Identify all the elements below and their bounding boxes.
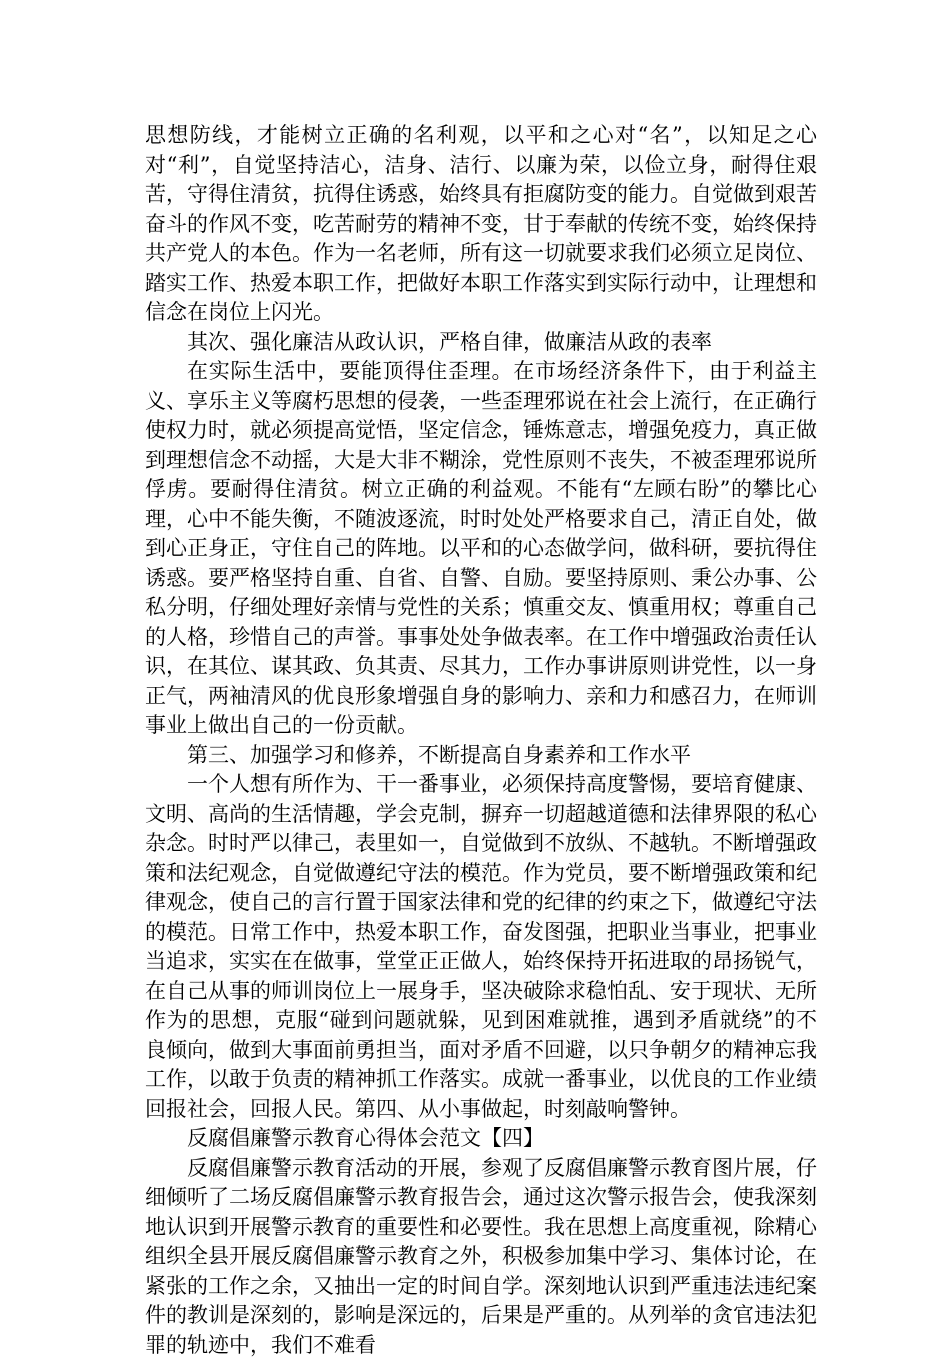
paragraph-continuation: 思想防线，才能树立正确的名利观，以平和之心对“名”，以知足之心对“利”，自觉坚持洁心，洁身、洁行、以廉为荣，以俭立身，耐得住艰苦，守得住清贫，抗得住诱惑，始终具有拒腐防变的能力。自觉做到艰苦奋斗的作风不变，吃苦耐劳的精神不变，甘于奉献的传统不变，始终保持共产党人的本色。作为一名老师，所有这一切就要求我们必须立足岗位、踏实工作、热爱本职工作，把做好本职工作落实到实际行动中，让理想和信念在岗位上闪光。 xyxy=(145,121,817,328)
document-body xyxy=(145,121,817,1360)
section-heading-third: 第三、加强学习和修养，不断提高自身素养和工作水平 xyxy=(145,741,817,771)
paragraph-four: 反腐倡廉警示教育活动的开展，参观了反腐倡廉警示教育图片展，仔细倾听了二场反腐倡廉警示教育报告会，通过这次警示报告会，使我深刻地认识到开展警示教育的重要性和必要性。我在思想上高度重视，除精心组织全县开展反腐倡廉警示教育之外，积极参加集中学习、集体讨论，在紧张的工作之余，又抽出一定的时间自学。深刻地认识到严重违法违纪案件的教训是深刻的，影响是深远的，后果是严重的。从列举的贪官违法犯罪的轨迹中，我们不难看 xyxy=(145,1154,817,1360)
section-heading-second: 其次、强化廉洁从政认识，严格自律，做廉洁从政的表率 xyxy=(145,328,817,358)
paragraph-third: 一个人想有所作为、干一番事业，必须保持高度警惕，要培育健康、文明、高尚的生活情趣，学会克制，摒弃一切超越道德和法律界限的私心杂念。时时严以律己，表里如一，自觉做到不放纵、不越轨。不断增强政策和法纪观念，自觉做遵纪守法的模范。作为党员，要不断增强政策和纪律观念，使自己的言行置于国家法律和党的纪律的约束之下，做遵纪守法的模范。日常工作中，热爱本职工作，奋发图强，把职业当事业，把事业当追求，实实在在做事，堂堂正正做人，始终保持开拓进取的昂扬锐气，在自己从事的师训岗位上一展身手，坚决破除求稳怕乱、安于现状、无所作为的思想，克服“碰到问题就躲，见到困难就推，遇到矛盾就绕”的不良倾向，做到大事面前勇担当，面对矛盾不回避，以只争朝夕的精神忘我工作，以敢于负责的精神抓工作落实。成就一番事业，以优良的工作业绩回报社会，回报人民。第四、从小事做起，时刻敲响警钟。 xyxy=(145,770,817,1124)
paragraph-second: 在实际生活中，要能顶得住歪理。在市场经济条件下，由于利益主义、享乐主义等腐朽思想的侵袭，一些歪理邪说在社会上流行，在正确行使权力时，就必须提高觉悟，坚定信念，锤炼意志，增强免疫力，真正做到理想信念不动摇，大是大非不糊涂，党性原则不丧失，不被歪理邪说所俘虏。要耐得住清贫。树立正确的利益观。不能有“左顾右盼”的攀比心理，心中不能失衡，不随波逐流，时时处处严格要求自己，清正自处，做到心正身正，守住自己的阵地。以平和的心态做学问，做科研，要抗得住诱惑。要严格坚持自重、自省、自警、自励。要坚持原则、秉公办事、公私分明，仔细处理好亲情与党性的关系；慎重交友、慎重用权；尊重自己的人格，珍惜自己的声誉。事事处处争做表率。在工作中增强政治责任认识，在其位、谋其政、负其责、尽其力，工作办事讲原则讲党性，以一身正气，两袖清风的优良形象增强自身的影响力、亲和力和感召力，在师训事业上做出自己的一份贡献。 xyxy=(145,357,817,741)
article-heading-four: 反腐倡廉警示教育心得体会范文【四】 xyxy=(145,1124,817,1154)
